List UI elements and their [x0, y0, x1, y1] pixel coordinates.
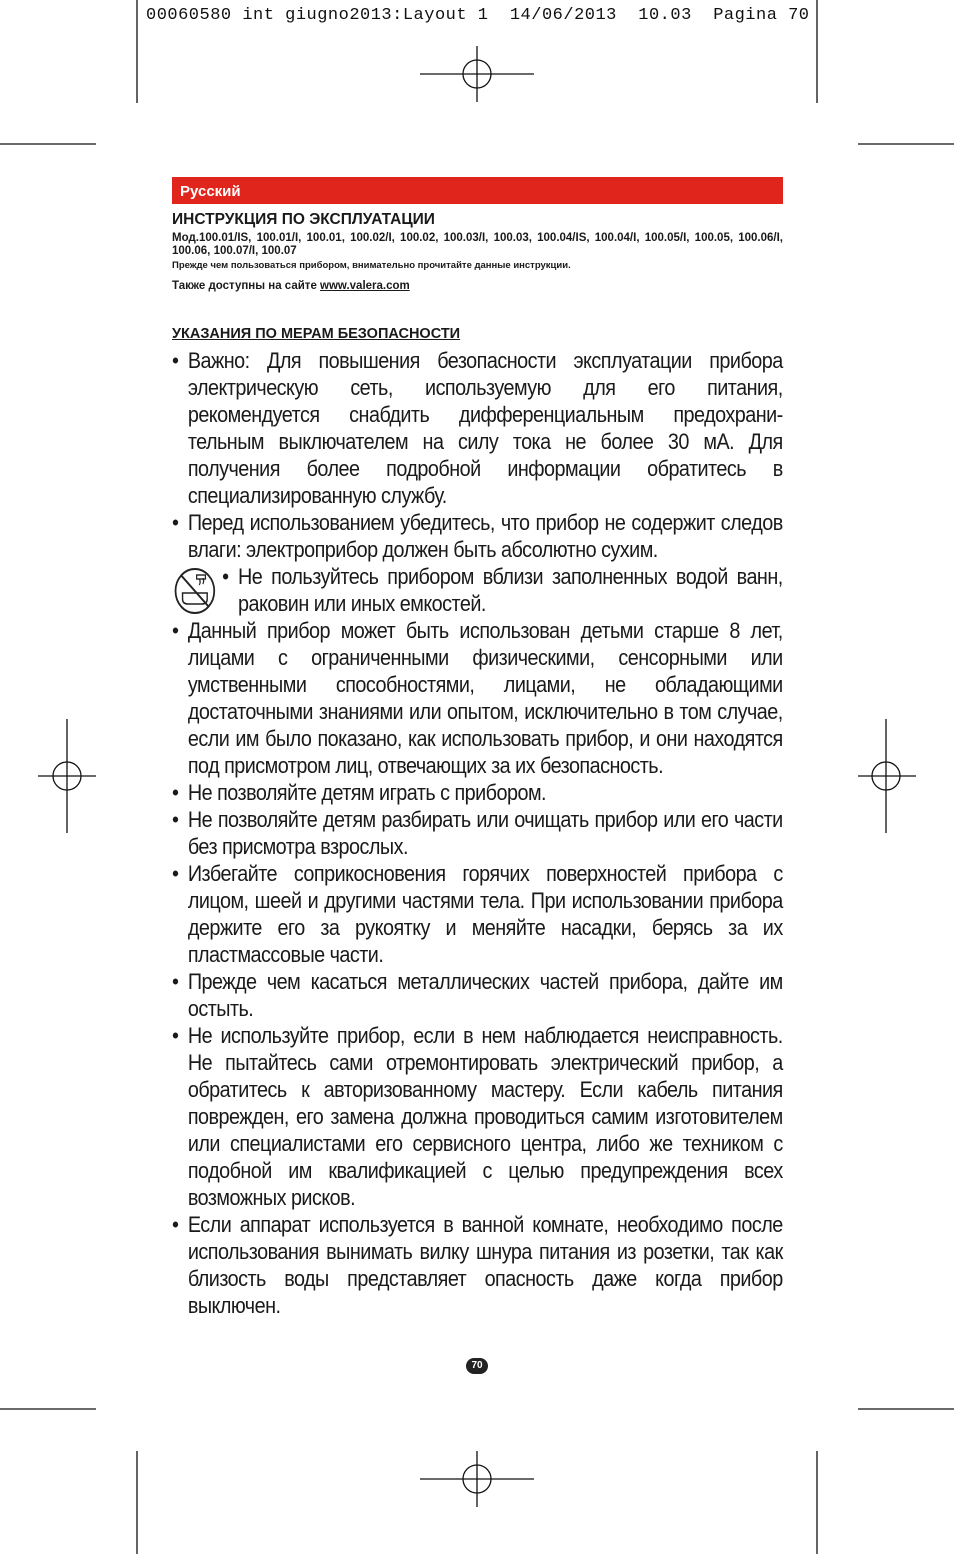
bullet: •: [172, 510, 179, 535]
bullet: •: [172, 1023, 179, 1048]
list-item: [172, 347, 783, 509]
bullet: •: [172, 807, 179, 832]
list-item: [172, 860, 783, 968]
website-link[interactable]: www.valera.com: [320, 280, 410, 292]
rule-text: Если аппарат используется в ванной комнате, необходимо после использования вынимать вилку шнура питания из розетки, так как близость воды представляет опасность даже когда прибор выключен.: [187, 1212, 783, 1318]
page-number: 70: [466, 1358, 488, 1374]
rule-text: Перед использованием убедитесь, что прибор не содержит следов влаги: электроприбор должен быть абсолютно сухим.: [187, 510, 783, 562]
safety-section-title: УКАЗАНИЯ ПО МЕРАМ БЕЗОПАСНОСТИ: [172, 326, 461, 342]
bullet: •: [172, 780, 179, 805]
rule-text: Не используйте прибор, если в нем наблюдается неисправность. Не пытайтесь сами отремонтировать электрический прибор, а обратитесь к авторизованному мастеру. Если кабель питания поврежден, его замена должна проводиться самим изготовителем или специалистами его сервисного центра, либо же техником с подобной им квалификацией с целью предупреждения всех возможных рисков.: [187, 1023, 783, 1210]
print-slug: 00060580 int giugno2013:Layout 1 14/06/2013 10.03 Pagina 70: [146, 6, 810, 25]
rule-text: Важно: Для повышения безопасности эксплуатации прибора электрическую сеть, используемую для его питания, рекомендуется снабдить дифференциальным предохрани-тельным выключателем на силу тока не более 30 мА. Для получения более подробной информации обратитесь в специализированную службу.: [187, 348, 783, 508]
online-availability: [172, 279, 783, 293]
list-item: [172, 1211, 783, 1319]
rule-text: Не пользуйтесь прибором вблизи заполненных водой ванн, раковин или иных емкостей.: [238, 564, 783, 616]
list-item: [172, 968, 783, 1022]
list-item: [172, 509, 783, 563]
safety-rules-list: [172, 347, 783, 1319]
list-item: [172, 563, 783, 617]
document-title: ИНСТРУКЦИЯ ПО ЭКСПЛУАТАЦИИ: [172, 211, 435, 228]
no-use-near-water-icon: [172, 565, 218, 617]
bullet: •: [172, 348, 179, 373]
list-item: [172, 1022, 783, 1211]
online-label: Также доступны на сайте: [172, 280, 321, 292]
bullet: •: [222, 564, 229, 589]
bullet: •: [172, 1212, 179, 1237]
document-body: [172, 210, 783, 1319]
rule-text: Данный прибор может быть использован детьми старше 8 лет, лицами с ограниченными физическими, сенсорными или умственными способностями, лицами, не обладающими достаточными знаниями или опытом, исключительно в том случае, если им было показано, как использовать прибор, и они находятся под присмотром лиц, отвечающих за их безопасность.: [187, 618, 783, 778]
model-list: Мод.100.01/IS, 100.01/I, 100.01, 100.02/I, 100.02, 100.03/I, 100.03, 100.04/IS, 100.04/I, 100.05/I, 100.05, 100.06/I, 100.06, 100.07/I, 100.07: [172, 232, 783, 257]
rule-text: Не позволяйте детям разбирать или очищать прибор или его части без присмотра взрослых.: [187, 807, 783, 859]
bullet: •: [172, 618, 179, 643]
rule-text: Прежде чем касаться металлических частей прибора, дайте им остыть.: [187, 969, 783, 1021]
list-item: [172, 806, 783, 860]
bullet: •: [172, 861, 179, 886]
rule-text: Не позволяйте детям играть с прибором.: [187, 780, 546, 805]
bullet: •: [172, 969, 179, 994]
rule-text: Избегайте соприкосновения горячих поверхностей прибора с лицом, шеей и другими частями тела. При использовании прибора держите его за рукоятку и меняйте насадки, берясь за их пластмассовые части.: [187, 861, 783, 967]
read-first-note: Прежде чем пользоваться прибором, внимательно прочитайте данные инструкции.: [172, 260, 571, 271]
list-item: [172, 779, 783, 806]
list-item: [172, 617, 783, 779]
language-header: Русский: [172, 177, 783, 204]
